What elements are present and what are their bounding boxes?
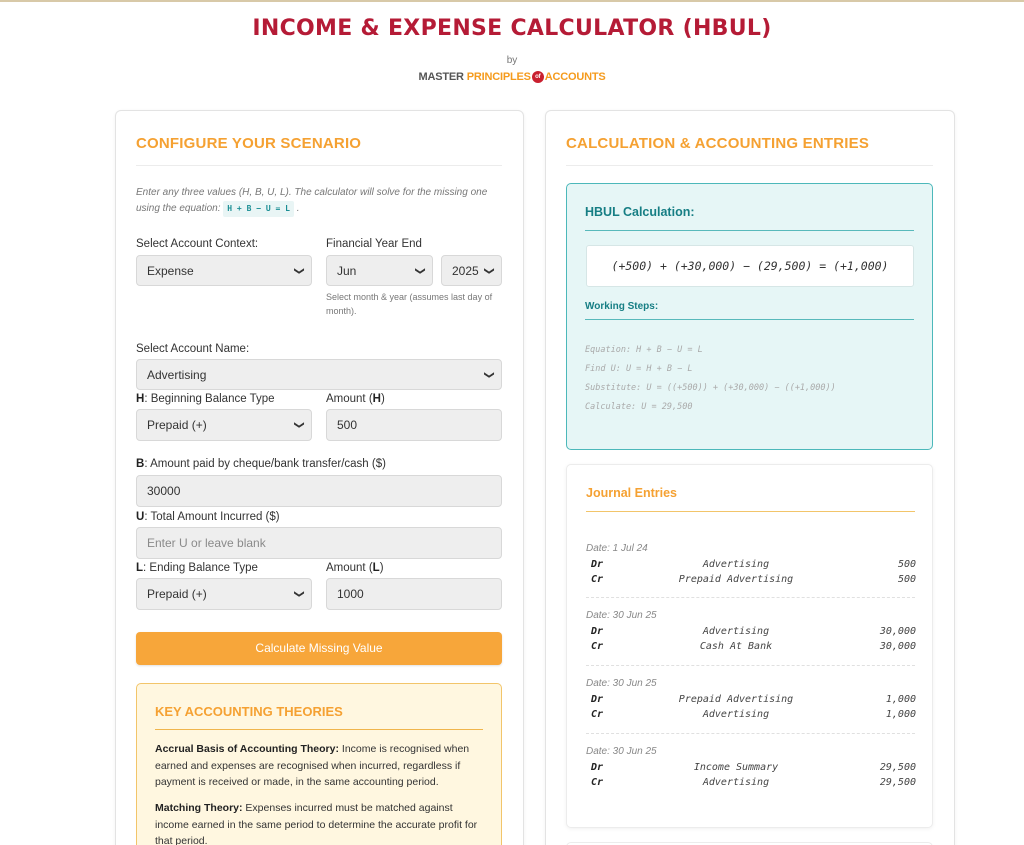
account-name-select[interactable] (136, 359, 502, 390)
entry-line-dr: Dr Advertising 30,000 (591, 626, 916, 637)
theories-title: KEY ACCOUNTING THEORIES (155, 704, 343, 719)
h-amount-label: Amount (H) (326, 393, 385, 405)
l-amount-input[interactable] (326, 578, 502, 610)
entry-line-dr: Dr Income Summary 29,500 (591, 762, 916, 773)
account-name-value: Advertising (147, 367, 207, 382)
h-type-value: Prepaid (+) (147, 418, 207, 432)
hbul-title: HBUL Calculation: (585, 205, 695, 219)
entry-line-dr: Dr Prepaid Advertising 1,000 (591, 694, 916, 705)
journal-entry (586, 543, 916, 589)
hbul-formula: (+500) + (+30,000) − (29,500) = (+1,000) (586, 245, 914, 287)
b-label: B: Amount paid by cheque/bank transfer/cash ($) (136, 458, 386, 470)
top-border (0, 0, 1024, 2)
configure-heading: CONFIGURE YOUR SCENARIO (136, 135, 362, 152)
entry-line-dr: Dr Advertising 500 (591, 559, 916, 570)
equation-badge: H + B − U = L (223, 201, 294, 217)
entry-line-cr: Cr Advertising 1,000 (591, 709, 916, 720)
theories-box (136, 683, 502, 845)
l-type-label: L: Ending Balance Type (136, 562, 258, 574)
journal-entry (586, 610, 916, 656)
chevron-down-icon: ❯ (293, 589, 305, 599)
journal-entries-box (566, 464, 933, 828)
entry-line-cr: Cr Cash At Bank 30,000 (591, 641, 916, 652)
working-steps-title: Working Steps: (585, 301, 659, 312)
entry-date: Date: 30 Jun 25 (586, 610, 657, 621)
intro-text: Enter any three values (H, B, U, L). The calculator will solve for the missing one using the equation: H + B − U = L . (136, 185, 506, 217)
fy-year-select[interactable] (441, 255, 502, 286)
fy-hint: Select month & year (assumes last day of month). (326, 292, 493, 316)
chevron-down-icon: ❯ (293, 420, 305, 430)
b-amount-input[interactable] (136, 475, 502, 507)
brand-principles: PRINCIPLES (466, 71, 531, 83)
fy-year-value: 2025 (452, 263, 479, 278)
account-context-label: Select Account Context: (136, 238, 259, 250)
brand-of-badge: of (532, 71, 544, 83)
results-heading: CALCULATION & ACCOUNTING ENTRIES (566, 135, 870, 152)
theory-accrual: Accrual Basis of Accounting Theory: Income is recognised when earned and expenses are recognised when incurred, regardless if payment is received or made, in the same accounting period. (155, 743, 470, 788)
hbul-divider (585, 230, 914, 231)
configure-divider (136, 165, 502, 166)
h-type-select[interactable] (136, 409, 312, 441)
intro-sentence: Enter any three values (H, B, U, L). The calculator will solve for the missing one using the equation: (136, 187, 488, 214)
entry-line-cr: Cr Prepaid Advertising 500 (591, 574, 916, 585)
fy-month-select[interactable] (326, 255, 433, 286)
working-steps-divider (585, 319, 914, 320)
fy-month-value: Jun (337, 263, 357, 278)
chevron-down-icon: ❯ (293, 266, 305, 275)
fy-label: Financial Year End (326, 238, 422, 250)
h-amount-input[interactable] (326, 409, 502, 441)
entry-separator (586, 597, 915, 598)
entry-line-cr: Cr Advertising 29,500 (591, 777, 916, 788)
journal-entry (586, 746, 916, 792)
account-context-select[interactable] (136, 255, 312, 286)
theories-divider (155, 729, 483, 730)
brand-accounts: ACCOUNTS (544, 71, 606, 83)
l-amount-label: Amount (L) (326, 562, 384, 574)
chevron-down-icon: ❯ (414, 266, 426, 275)
h-amount-value: 500 (337, 418, 358, 432)
account-name-label: Select Account Name: (136, 343, 250, 355)
results-divider (566, 165, 933, 166)
h-type-label: H: Beginning Balance Type (136, 393, 275, 405)
brand-logo (419, 71, 606, 83)
brand-master: MASTER (418, 71, 464, 83)
calculate-button[interactable]: Calculate Missing Value (136, 632, 502, 665)
entry-date: Date: 30 Jun 25 (586, 746, 657, 757)
u-label: U: Total Amount Incurred ($) (136, 511, 280, 523)
theory-matching: Matching Theory: Expenses incurred must be matched against income earned in the same period to determine the accurate profit for that period. (155, 802, 478, 845)
entry-separator (586, 733, 915, 734)
chevron-down-icon: ❯ (483, 370, 495, 379)
entry-date: Date: 1 Jul 24 (586, 543, 648, 554)
l-type-select[interactable] (136, 578, 312, 610)
working-step: Calculate: U = 29,500 (585, 402, 693, 412)
journal-entry (586, 678, 916, 724)
working-step: Find U: U = H + B − L (585, 364, 693, 374)
chevron-down-icon: ❯ (483, 266, 495, 275)
hbul-calculation-box (566, 183, 933, 450)
journal-divider (586, 511, 915, 512)
working-step: Equation: H + B − U = L (585, 345, 703, 355)
b-amount-value: 30000 (147, 484, 181, 498)
account-context-value: Expense (147, 263, 194, 278)
entry-separator (586, 665, 915, 666)
l-amount-value: 1000 (337, 587, 364, 601)
u-amount-placeholder: Enter U or leave blank (147, 536, 266, 550)
u-amount-input[interactable] (136, 527, 502, 559)
page-title: INCOME & EXPENSE CALCULATOR (HBUL) (252, 16, 772, 41)
entry-date: Date: 30 Jun 25 (586, 678, 657, 689)
working-step: Substitute: U = ((+500)) + (+30,000) − ((+1,000)) (585, 383, 836, 393)
l-type-value: Prepaid (+) (147, 587, 207, 601)
journal-title: Journal Entries (586, 486, 677, 500)
page-header (0, 16, 1024, 85)
byline: by (506, 55, 518, 66)
